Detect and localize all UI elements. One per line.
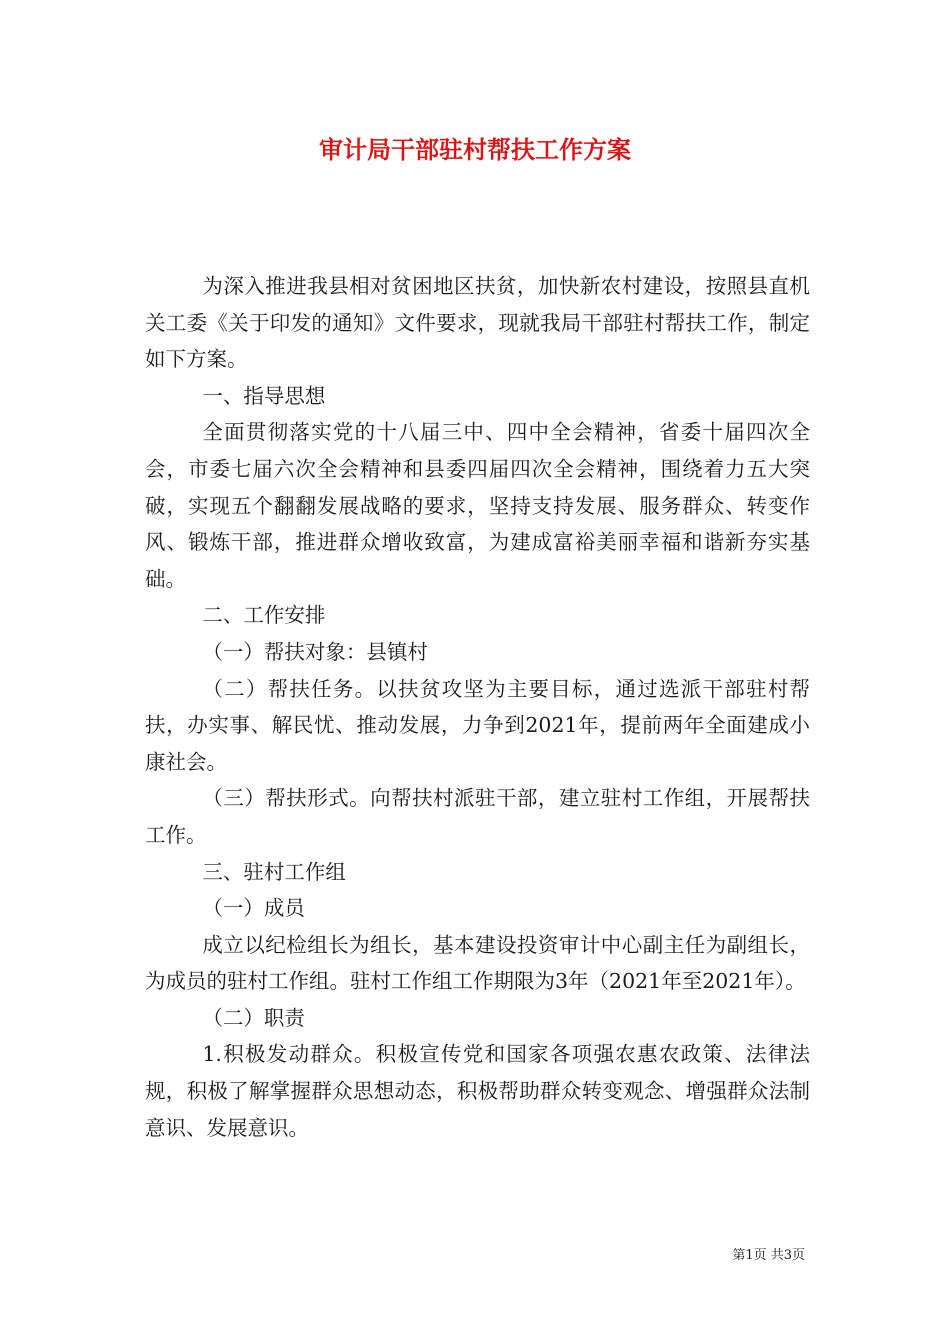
paragraph-assistance-target: （一）帮扶对象：县镇村	[202, 639, 428, 664]
paragraph-duty-1: 1.积极发动群众。积极宣传党和国家各项强农惠农政策、法律法规，积极了解掌握群众思想动态，积极帮助群众转变观念、增强群众法制意识、发展意识。	[145, 1042, 810, 1140]
paragraph-assistance-form: （三）帮扶形式。向帮扶村派驻干部，建立驻村工作组，开展帮扶工作。	[145, 786, 810, 847]
page-number: 第1页 共3页	[732, 1248, 805, 1263]
paragraph-assistance-task: （二）帮扶任务。以扶贫攻坚为主要目标，通过选派干部驻村帮扶，办实事、解民忧、推动发展，力争到2021年，提前两年全面建成小康社会。	[145, 676, 810, 774]
subheading-members: （一）成员	[202, 896, 305, 921]
document-body	[145, 268, 810, 1146]
section-heading-work-group: 三、驻村工作组	[202, 859, 346, 884]
intro-paragraph: 为深入推进我县相对贫困地区扶贫，加快新农村建设，按照县直机关工委《关于印发的通知》文件要求，现就我局干部驻村帮扶工作，制定如下方案。	[145, 274, 810, 372]
paragraph-guiding-ideology: 全面贯彻落实党的十八届三中、四中全会精神，省委十届四次全会，市委七届六次全会精神和县委四届四次全会精神，围绕着力五大突破，实现五个翻翻发展战略的要求，坚持支持发展、服务群众、转变作风、锻炼干部，推进群众增收致富，为建成富裕美丽幸福和谐新夯实基础。	[145, 420, 810, 591]
subheading-duties: （二）职责	[202, 1005, 305, 1030]
paragraph-members: 成立以纪检组长为组长，基本建设投资审计中心副主任为副组长，为成员的驻村工作组。驻村工作组工作期限为3年（2021年至2021年）。	[145, 932, 810, 994]
document-title: 审计局干部驻村帮扶工作方案	[319, 135, 631, 164]
section-heading-guiding-ideology: 一、指导思想	[202, 383, 326, 408]
section-heading-work-arrangement: 二、工作安排	[202, 603, 326, 628]
